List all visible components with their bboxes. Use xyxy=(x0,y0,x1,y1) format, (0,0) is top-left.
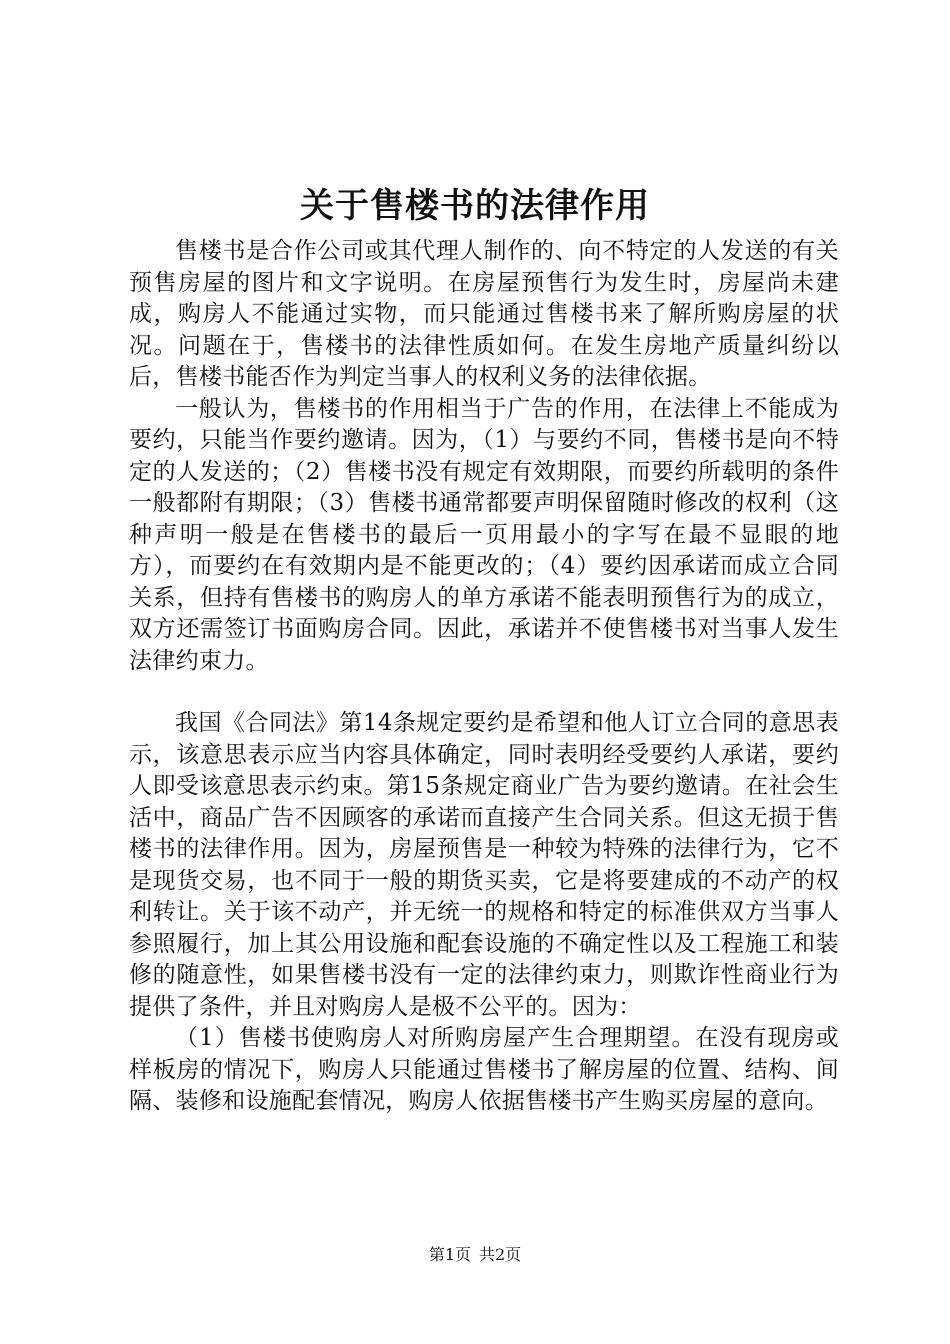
page-total: 共2页 xyxy=(479,1245,522,1264)
paragraph-4: （1）售楼书使购房人对所购房屋产生合理期望。在没有现房或样板房的情况下，购房人只能通过售楼书了解房屋的位置、结构、间隔、装修和设施配套情况，购房人依据售楼书产生购买房屋的意向。 xyxy=(129,1025,839,1114)
document-body xyxy=(129,236,839,1118)
paragraph-3: 我国《合同法》第14条规定要约是希望和他人订立合同的意思表示，该意思表示应当内容具体确定，同时表明经受要约人承诺，要约人即受该意思表示约束。第15条规定商业广告为要约邀请。在社会生活中，商品广告不因顾客的承诺而直接产生合同关系。但这无损于售楼书的法律作用。因为，房屋预售是一种较为特殊的法律行为，它不是现货交易，也不同于一般的期货买卖，它是将要建成的不动产的权利转让。关于该不动产，并无统一的规格和特定的标准供双方当事人参照履行，加上其公用设施和配套设施的不确定性以及工程施工和装修的随意性，如果售楼书没有一定的法律约束力，则欺诈性商业行为提供了条件，并且对购房人是极不公平的。因为： xyxy=(129,710,839,1020)
page-number: 第1页 xyxy=(428,1245,471,1264)
paragraph-1: 售楼书是合作公司或其代理人制作的、向不特定的人发送的有关预售房屋的图片和文字说明。在房屋预售行为发生时，房屋尚未建成，购房人不能通过实物，而只能通过售楼书来了解所购房屋的状况。问题在于，售楼书的法律性质如何。在发生房地产质量纠纷以后，售楼书能否作为判定当事人的权利义务的法律依据。 xyxy=(129,238,839,390)
document-title: 关于售楼书的法律作用 xyxy=(300,186,650,226)
paragraph-2: 一般认为，售楼书的作用相当于广告的作用，在法律上不能成为要约，只能当作要约邀请。因为，（1）与要约不同，售楼书是向不特定的人发送的；（2）售楼书没有规定有效期限，而要约所载明的条件一般都附有期限；（3）售楼书通常都要声明保留随时修改的权利（这种声明一般是在售楼书的最后一页用最小的字写在最不显眼的地方），而要约在有效期内是不能更改的；（4）要约因承诺而成立合同关系，但持有售楼书的购房人的单方承诺不能表明预售行为的成立，双方还需签订书面购房合同。因此，承诺并不使售楼书对当事人发生法律约束力。 xyxy=(129,395,839,674)
page-footer xyxy=(0,1243,950,1267)
